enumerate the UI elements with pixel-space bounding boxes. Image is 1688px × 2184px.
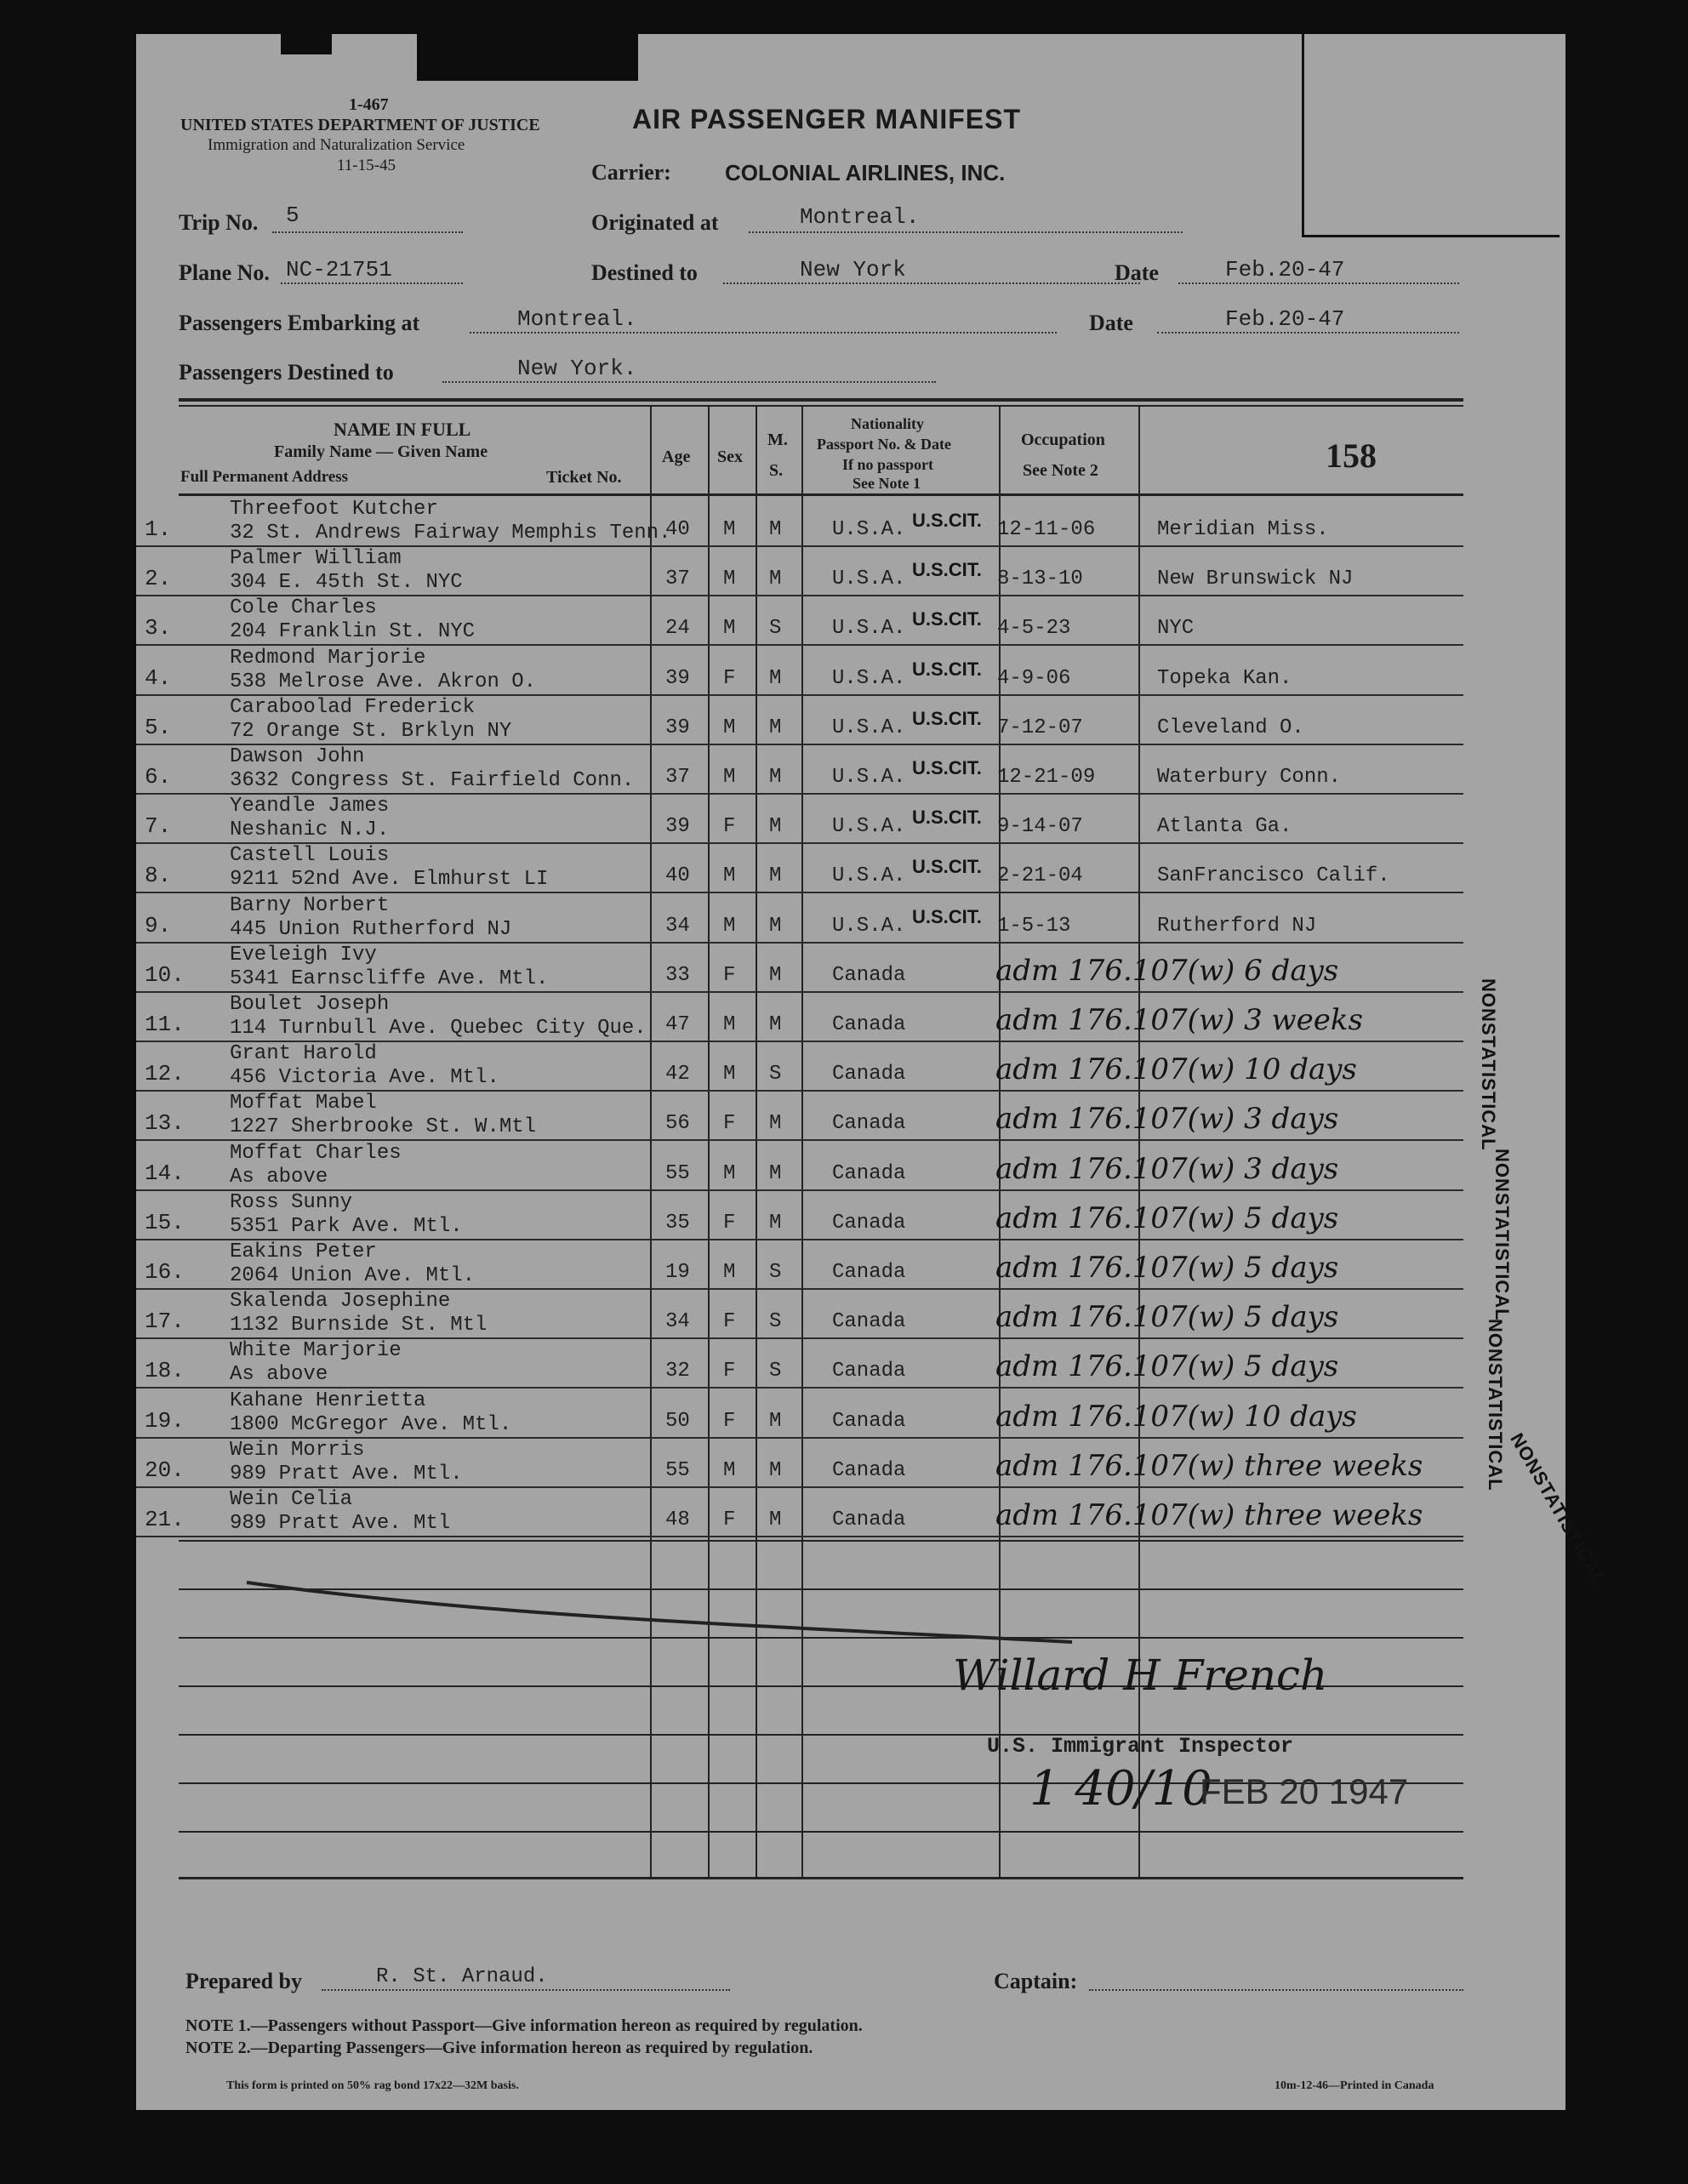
- passenger-sex: F: [723, 1112, 736, 1136]
- passenger-sex: M: [723, 1161, 736, 1185]
- passenger-name: Skalenda Josephine: [230, 1290, 451, 1314]
- row-number: 15.: [145, 1209, 185, 1235]
- passenger-name: Wein Morris: [230, 1438, 365, 1462]
- occupation-date: adm 176.107(w) 5 days: [995, 1200, 1339, 1235]
- inspector-signature: Willard H French: [953, 1651, 1328, 1700]
- passenger-address: 32 St. Andrews Fairway Memphis Tenn.: [230, 522, 671, 545]
- passenger-marital: M: [769, 716, 782, 739]
- passenger-nationality: Canada: [832, 1409, 906, 1433]
- passenger-age: 56: [665, 1112, 690, 1136]
- passenger-age: 33: [665, 963, 690, 987]
- table-row: [136, 1092, 1565, 1141]
- col-nat-2: Passport No. & Date: [817, 436, 951, 453]
- passenger-marital: S: [769, 1261, 782, 1284]
- date2-line: [1157, 332, 1459, 334]
- occupation-date: adm 176.107(w) 3 days: [995, 1151, 1339, 1186]
- passenger-age: 55: [665, 1161, 690, 1185]
- passenger-age: 40: [665, 518, 690, 541]
- originated-line: [749, 231, 1183, 233]
- passenger-address: 204 Franklin St. NYC: [230, 620, 476, 644]
- passenger-sex: M: [723, 518, 736, 541]
- form-number: 1-467: [349, 95, 389, 114]
- passenger-address: 1227 Sherbrooke St. W.Mtl: [230, 1115, 537, 1139]
- trip-line: [272, 231, 463, 233]
- passenger-sex: M: [723, 1063, 736, 1086]
- passenger-address: 2064 Union Ave. Mtl.: [230, 1264, 476, 1287]
- passenger-name: Caraboolad Frederick: [230, 695, 476, 719]
- passenger-sex: M: [723, 1458, 736, 1482]
- passenger-marital: M: [769, 914, 782, 938]
- passenger-name: Moffat Mabel: [230, 1092, 377, 1115]
- table-bottom-rule: [179, 1877, 1463, 1879]
- row-number: 3.: [145, 615, 172, 642]
- passenger-name: Palmer William: [230, 547, 402, 571]
- citizen-stamp: U.S.CIT.: [912, 856, 982, 878]
- inspector-fraction: 1 40/10: [1029, 1761, 1212, 1816]
- passenger-marital: M: [769, 518, 782, 541]
- passenger-age: 39: [665, 815, 690, 839]
- table-row: [136, 894, 1565, 944]
- passenger-sex: M: [723, 1013, 736, 1036]
- passenger-nationality: U.S.A.: [832, 567, 906, 591]
- passenger-name: Grant Harold: [230, 1042, 377, 1066]
- passenger-address: 456 Victoria Ave. Mtl.: [230, 1066, 499, 1090]
- occupation-date: 2-21-04: [997, 864, 1083, 888]
- col-occupation: Occupation: [1021, 431, 1105, 449]
- passenger-address: 989 Pratt Ave. Mtl.: [230, 1462, 463, 1485]
- passenger-marital: M: [769, 1112, 782, 1136]
- passenger-age: 55: [665, 1458, 690, 1482]
- passenger-nationality: Canada: [832, 1211, 906, 1235]
- prepared-value: R. St. Arnaud.: [376, 1965, 548, 1988]
- passenger-marital: M: [769, 1458, 782, 1482]
- empty-row-rule: [179, 1831, 1463, 1833]
- passenger-nationality: Canada: [832, 1063, 906, 1086]
- passenger-nationality: U.S.A.: [832, 666, 906, 690]
- plane-label: Plane No.: [179, 260, 270, 285]
- passenger-name: Kahane Henrietta: [230, 1389, 426, 1412]
- destination-city: Meridian Miss.: [1157, 518, 1329, 541]
- table-row: [136, 596, 1565, 646]
- passenger-marital: M: [769, 1409, 782, 1433]
- manifest-title: AIR PASSENGER MANIFEST: [632, 104, 1021, 134]
- occupation-date: adm 176.107(w) three weeks: [995, 1498, 1423, 1532]
- table-row: [136, 1339, 1565, 1389]
- passenger-nationality: U.S.A.: [832, 518, 906, 541]
- occupation-date: 12-21-09: [997, 766, 1096, 789]
- col-name-sub: Family Name — Given Name: [274, 442, 488, 461]
- passenger-name: Ross Sunny: [230, 1190, 353, 1214]
- row-number: 7.: [145, 813, 172, 840]
- table-row: [136, 696, 1565, 745]
- passenger-age: 34: [665, 914, 690, 938]
- date2-label: Date: [1089, 311, 1133, 335]
- destination-city: NYC: [1157, 617, 1195, 641]
- printed-note-right: 10m-12-46—Printed in Canada: [1275, 2079, 1434, 2092]
- passenger-marital: M: [769, 1161, 782, 1185]
- citizen-stamp: U.S.CIT.: [912, 807, 982, 829]
- row-number: 16.: [145, 1259, 185, 1285]
- citizen-stamp: U.S.CIT.: [912, 608, 982, 630]
- passenger-nationality: Canada: [832, 1310, 906, 1334]
- passenger-sex: M: [723, 716, 736, 739]
- passenger-address: 989 Pratt Ave. Mtl: [230, 1512, 451, 1535]
- passenger-address: 445 Union Rutherford NJ: [230, 917, 512, 941]
- embarking-value: Montreal.: [517, 306, 637, 332]
- passenger-marital: S: [769, 1310, 782, 1334]
- passenger-marital: M: [769, 1508, 782, 1531]
- passenger-name: Cole Charles: [230, 596, 377, 620]
- table-row: [136, 1439, 1565, 1488]
- trip-value: 5: [286, 202, 299, 228]
- date-stamp: FEB 20 1947: [1200, 1771, 1409, 1811]
- passenger-nationality: U.S.A.: [832, 766, 906, 789]
- destination-city: Atlanta Ga.: [1157, 815, 1292, 839]
- passenger-age: 37: [665, 766, 690, 789]
- passenger-age: 42: [665, 1063, 690, 1086]
- passenger-nationality: Canada: [832, 1261, 906, 1284]
- row-number: 18.: [145, 1358, 185, 1384]
- passenger-nationality: U.S.A.: [832, 864, 906, 888]
- manifest-page: [136, 34, 1611, 2110]
- passenger-name: White Marjorie: [230, 1339, 402, 1363]
- embarking-line: [470, 332, 1057, 334]
- service-name: Immigration and Naturalization Service: [208, 136, 465, 154]
- destination-city: Topeka Kan.: [1157, 666, 1292, 690]
- passenger-sex: F: [723, 1409, 736, 1433]
- occupation-date: 1-5-13: [997, 914, 1071, 938]
- nonstatistical-stamp: NONSTATISTICAL: [1485, 1319, 1506, 1491]
- passenger-age: 24: [665, 617, 690, 641]
- passenger-nationality: U.S.A.: [832, 914, 906, 938]
- date-label: Date: [1115, 260, 1159, 285]
- row-number: 12.: [145, 1061, 185, 1087]
- passenger-name: Eakins Peter: [230, 1240, 377, 1263]
- table-row: [136, 1240, 1565, 1290]
- passenger-age: 39: [665, 666, 690, 690]
- passenger-nationality: Canada: [832, 1458, 906, 1482]
- occupation-date: 4-9-06: [997, 666, 1071, 690]
- passenger-address: 1800 McGregor Ave. Mtl.: [230, 1412, 512, 1436]
- passenger-marital: S: [769, 617, 782, 641]
- date-value: Feb.20-47: [1225, 257, 1345, 282]
- passenger-marital: M: [769, 864, 782, 888]
- plane-value: NC-21751: [286, 257, 392, 282]
- occupation-date: 7-12-07: [997, 716, 1083, 739]
- row-number: 21.: [145, 1507, 185, 1532]
- occupation-date: adm 176.107(w) 5 days: [995, 1251, 1339, 1285]
- occupation-date: adm 176.107(w) 5 days: [995, 1300, 1339, 1335]
- nonstatistical-stamp: NONSTATISTICAL: [1491, 1149, 1513, 1321]
- destination-city: Cleveland O.: [1157, 716, 1304, 739]
- table-top-rule: [179, 398, 1463, 402]
- passenger-age: 50: [665, 1409, 690, 1433]
- destined-passengers-value: New York.: [517, 356, 637, 381]
- table-top-rule-2: [179, 405, 1463, 407]
- passenger-name: Eveleigh Ivy: [230, 943, 377, 967]
- passenger-nationality: Canada: [832, 1161, 906, 1185]
- occupation-date: adm 176.107(w) 5 days: [995, 1349, 1339, 1384]
- passenger-nationality: Canada: [832, 1360, 906, 1383]
- col-occupation-note: See Note 2: [1023, 461, 1098, 480]
- destination-city: Rutherford NJ: [1157, 914, 1317, 938]
- passenger-age: 35: [665, 1211, 690, 1235]
- occupation-date: 12-11-06: [997, 518, 1096, 541]
- row-number: 19.: [145, 1407, 185, 1434]
- destination-city: SanFrancisco Calif.: [1157, 864, 1390, 888]
- nonstatistical-stamp: NONSTATISTICAL: [1506, 1429, 1611, 1589]
- passenger-address: Neshanic N.J.: [230, 818, 390, 842]
- occupation-date: adm 176.107(w) 10 days: [995, 1052, 1357, 1087]
- row-number: 2.: [145, 566, 172, 592]
- destined-passengers-label: Passengers Destined to: [179, 360, 394, 385]
- printed-note-left: This form is printed on 50% rag bond 17x22—32M basis.: [226, 2079, 519, 2092]
- passenger-marital: M: [769, 815, 782, 839]
- passenger-name: Boulet Joseph: [230, 993, 390, 1016]
- col-nat-4: See Note 1: [853, 475, 921, 492]
- note-1: NOTE 1.—Passengers without Passport—Give information hereon as required by regulation.: [185, 2016, 863, 2035]
- passenger-address: 9211 52nd Ave. Elmhurst LI: [230, 868, 549, 892]
- row-rule: [136, 1536, 1463, 1537]
- row-number: 11.: [145, 1012, 185, 1037]
- occupation-date: adm 176.107(w) 3 weeks: [995, 1003, 1363, 1037]
- carrier-name: COLONIAL AIRLINES, INC.: [725, 160, 1006, 185]
- table-row: [136, 993, 1565, 1042]
- table-row: [136, 795, 1565, 844]
- passenger-name: Wein Celia: [230, 1488, 353, 1511]
- passenger-nationality: Canada: [832, 1112, 906, 1136]
- passenger-address: 1132 Burnside St. Mtl: [230, 1314, 488, 1337]
- passenger-address: As above: [230, 1165, 328, 1189]
- passenger-nationality: Canada: [832, 1013, 906, 1036]
- torn-edge: [417, 34, 638, 81]
- date2-value: Feb.20-47: [1225, 306, 1345, 332]
- passenger-sex: M: [723, 567, 736, 591]
- passenger-nationality: U.S.A.: [832, 716, 906, 739]
- torn-edge: [281, 34, 332, 54]
- date-line: [1178, 282, 1459, 284]
- destined-label: Destined to: [591, 260, 698, 285]
- passenger-nationality: Canada: [832, 963, 906, 987]
- row-number: 8.: [145, 863, 172, 889]
- row-number: 6.: [145, 764, 172, 790]
- passenger-age: 32: [665, 1360, 690, 1383]
- passenger-age: 48: [665, 1508, 690, 1531]
- occupation-date: 8-13-10: [997, 567, 1083, 591]
- passenger-address: 5351 Park Ave. Mtl.: [230, 1214, 463, 1238]
- row-number: 20.: [145, 1457, 185, 1483]
- passenger-marital: S: [769, 1063, 782, 1086]
- col-age: Age: [662, 448, 691, 466]
- passenger-marital: M: [769, 963, 782, 987]
- passenger-sex: F: [723, 1310, 736, 1334]
- captain-line: [1089, 1989, 1463, 1991]
- occupation-date: adm 176.107(w) 10 days: [995, 1399, 1357, 1434]
- captain-label: Captain:: [994, 1969, 1078, 1993]
- passenger-sex: M: [723, 914, 736, 938]
- passenger-marital: S: [769, 1360, 782, 1383]
- passenger-marital: M: [769, 1013, 782, 1036]
- prepared-line: [322, 1989, 730, 1991]
- passenger-sex: F: [723, 815, 736, 839]
- passenger-name: Redmond Marjorie: [230, 646, 426, 670]
- passenger-address: 72 Orange St. Brklyn NY: [230, 719, 512, 743]
- col-ticket: Ticket No.: [546, 468, 622, 487]
- row-number: 13.: [145, 1110, 185, 1137]
- table-row: [136, 498, 1565, 547]
- occupation-date: 9-14-07: [997, 815, 1083, 839]
- passenger-address: As above: [230, 1363, 328, 1387]
- passenger-name: Barny Norbert: [230, 893, 390, 917]
- note-2: NOTE 2.—Departing Passengers—Give information hereon as required by regulation.: [185, 2039, 813, 2057]
- originated-label: Originated at: [591, 210, 719, 235]
- passenger-sex: M: [723, 617, 736, 641]
- passenger-nationality: U.S.A.: [832, 617, 906, 641]
- passenger-sex: F: [723, 1211, 736, 1235]
- table-row: [136, 547, 1565, 596]
- col-nat-1: Nationality: [851, 415, 925, 432]
- col-ms-bottom: S.: [769, 461, 784, 480]
- empty-row-rule: [179, 1540, 1463, 1542]
- destined-line: [723, 282, 1140, 284]
- passenger-address: 538 Melrose Ave. Akron O.: [230, 670, 537, 693]
- inspector-title: U.S. Immigrant Inspector: [987, 1734, 1294, 1759]
- prepared-label: Prepared by: [185, 1969, 302, 1993]
- col-name-title: NAME IN FULL: [334, 419, 471, 440]
- header-bottom-rule: [179, 493, 1463, 496]
- table-row: [136, 1142, 1565, 1191]
- passenger-age: 37: [665, 567, 690, 591]
- occupation-date: adm 176.107(w) 3 days: [995, 1102, 1339, 1137]
- table-row: [136, 1488, 1565, 1537]
- passenger-sex: M: [723, 766, 736, 789]
- passenger-age: 19: [665, 1261, 690, 1284]
- row-number: 4.: [145, 664, 172, 691]
- passenger-marital: M: [769, 1211, 782, 1235]
- passenger-name: Dawson John: [230, 745, 365, 768]
- passenger-address: 3632 Congress St. Fairfield Conn.: [230, 769, 635, 792]
- citizen-stamp: U.S.CIT.: [912, 510, 982, 531]
- occupation-date: 4-5-23: [997, 617, 1071, 641]
- citizen-stamp: U.S.CIT.: [912, 757, 982, 778]
- col-ms-top: M.: [767, 431, 788, 449]
- col-sex: Sex: [717, 448, 743, 466]
- passenger-sex: M: [723, 864, 736, 888]
- citizen-stamp: U.S.CIT.: [912, 707, 982, 729]
- passenger-age: 47: [665, 1013, 690, 1036]
- table-row: [136, 647, 1565, 696]
- passenger-address: 114 Turnbull Ave. Quebec City Que.: [230, 1017, 647, 1040]
- passenger-name: Castell Louis: [230, 844, 390, 868]
- passenger-sex: F: [723, 1360, 736, 1383]
- form-date: 11-15-45: [337, 157, 396, 174]
- embarking-label: Passengers Embarking at: [179, 311, 420, 335]
- destined-value: New York: [800, 257, 906, 282]
- occupation-date: adm 176.107(w) three weeks: [995, 1448, 1423, 1483]
- passenger-age: 34: [665, 1310, 690, 1334]
- table-row: [136, 1042, 1565, 1092]
- passenger-sex: F: [723, 1508, 736, 1531]
- destination-city: New Brunswick NJ: [1157, 567, 1354, 591]
- plane-line: [281, 282, 463, 284]
- passenger-nationality: U.S.A.: [832, 815, 906, 839]
- passenger-nationality: Canada: [832, 1508, 906, 1531]
- nonstatistical-stamp: NONSTATISTICAL: [1478, 978, 1499, 1151]
- passenger-marital: M: [769, 766, 782, 789]
- page-number: 158: [1326, 436, 1377, 475]
- passenger-name: Moffat Charles: [230, 1141, 402, 1165]
- passenger-sex: F: [723, 963, 736, 987]
- col-nat-3: If no passport: [842, 456, 934, 473]
- passenger-address: 5341 Earnscliffe Ave. Mtl.: [230, 967, 549, 990]
- agency-name: UNITED STATES DEPARTMENT OF JUSTICE: [180, 116, 540, 134]
- row-number: 14.: [145, 1160, 185, 1186]
- originated-value: Montreal.: [800, 204, 920, 230]
- row-number: 10.: [145, 961, 185, 988]
- passenger-name: Yeandle James: [230, 795, 390, 818]
- table-row: [136, 844, 1565, 893]
- trip-label: Trip No.: [179, 210, 259, 235]
- passenger-name: Threefoot Kutcher: [230, 498, 438, 521]
- passenger-sex: M: [723, 1261, 736, 1284]
- table-row: [136, 944, 1565, 993]
- destination-city: Waterbury Conn.: [1157, 766, 1342, 789]
- row-number: 5.: [145, 714, 172, 740]
- table-row: [136, 1290, 1565, 1339]
- row-number: 9.: [145, 912, 172, 938]
- citizen-stamp: U.S.CIT.: [912, 658, 982, 680]
- table-row: [136, 1389, 1565, 1439]
- passenger-address: 304 E. 45th St. NYC: [230, 571, 463, 595]
- destined-passengers-line: [442, 381, 936, 383]
- col-address: Full Permanent Address: [180, 468, 349, 486]
- passenger-sex: F: [723, 666, 736, 690]
- passenger-age: 39: [665, 716, 690, 739]
- passenger-marital: M: [769, 666, 782, 690]
- occupation-date: adm 176.107(w) 6 days: [995, 953, 1339, 988]
- passenger-marital: M: [769, 567, 782, 591]
- table-row: [136, 1191, 1565, 1240]
- row-number: 1.: [145, 516, 172, 542]
- stamp-box: [1302, 34, 1560, 237]
- passenger-age: 40: [665, 864, 690, 888]
- carrier-label: Carrier:: [591, 160, 671, 185]
- citizen-stamp: U.S.CIT.: [912, 559, 982, 581]
- row-number: 17.: [145, 1309, 185, 1335]
- table-row: [136, 745, 1565, 795]
- citizen-stamp: U.S.CIT.: [912, 905, 982, 927]
